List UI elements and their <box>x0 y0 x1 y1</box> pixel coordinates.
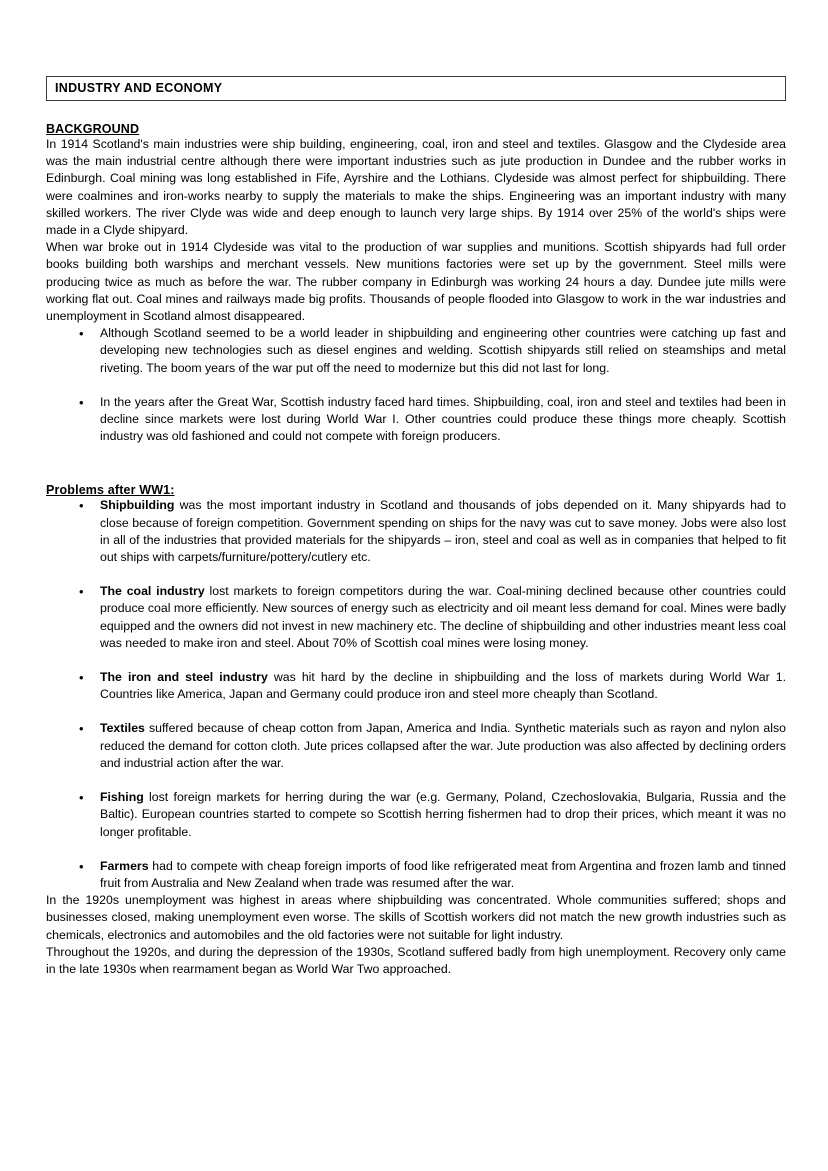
list-item-text: suffered because of cheap cotton from Japan, America and India. Synthetic materials such as rayon and nylon also reduced the demand for cotton cloth. Jute prices collapsed after the war. Jute production was also affected by declining orders and industrial action after the war. <box>100 721 786 770</box>
background-bullet-list <box>46 325 786 445</box>
list-item-lead: Farmers <box>100 858 149 873</box>
list-item <box>46 858 786 892</box>
section-heading-background: BACKGROUND <box>46 122 140 136</box>
list-item: • In the years after the Great War, Scottish industry faced hard times. Shipbuilding, coal, iron and steel and textiles had been in decline since markets were lost during World War I. Other countries could produce these things more cheaply. Scottish industry was old fashioned and could not compete with foreign producers. <box>46 394 786 446</box>
list-item <box>46 789 786 841</box>
list-item <box>46 497 786 566</box>
page-title: INDUSTRY AND ECONOMY <box>55 81 223 96</box>
problems-bullet-list <box>46 497 786 892</box>
list-item-text: was the most important industry in Scotland and thousands of jobs depended on it. Many shipyards had to close because of foreign competition. Government spending on ships for the navy was cut to save money. Jobs were also lost in all of the industries that provided materials for the shipyards – iron, steel and coal as well as in companies that helped to fit out ships with carpets/furniture/pottery/cutlery etc. <box>100 498 786 565</box>
list-item-text: lost markets to foreign competitors during the war. Coal-mining declined because other countries could produce coal more efficiently. New sources of energy such as electricity and oil meant less demand for coal. Mines were badly equipped and the owners did not invest in new machinery etc. The decline of shipbuilding and other industries meant less coal was needed to make iron and steel. About 70% of Scottish coal mines were losing money. <box>100 584 786 650</box>
list-item-lead: Shipbuilding <box>100 498 175 513</box>
list-item-lead: The coal industry <box>100 584 205 599</box>
list-item <box>46 583 786 652</box>
list-item-lead: The iron and steel industry <box>100 670 268 685</box>
list-item-lead: Textiles <box>100 721 145 736</box>
background-paragraph-2: When war broke out in 1914 Clydeside was vital to the production of war supplies and munitions. Scottish shipyards had full order books building both warships and merchant vessels. New munitions factories were set up by the government. Steel mills were producing twice as much as before the war. The rubber company in Edinburgh was working 24 hours a day. Dundee jute mills were working flat out. Coal mines and railways made big profits. Thousands of people flooded into Glasgow to work in the war industries and unemployment in Scotland almost disappeared. <box>46 240 786 324</box>
background-paragraph-1: In 1914 Scotland's main industries were ship building, engineering, coal, iron and steel and textiles. Glasgow and the Clydeside area was the main industrial centre although there were important industries such as jute production in Dundee and the rubber works in Edinburgh. Coal mining was long established in Fife, Ayrshire and the Lothians. Clydeside was almost perfect for shipbuilding. There were coalmines and iron-works nearby to supply the materials to make the ships. Engineering was an important industry with many skilled workers. The river Clyde was wide and deep enough to launch very large ships. By 1914 over 25% of the world's ships were made in a Clyde shipyard. <box>46 137 786 238</box>
document-content <box>46 0 786 978</box>
list-item-text: lost foreign markets for herring during the war (e.g. Germany, Poland, Czechoslovakia, Bulgaria, Russia and the Baltic). European countries started to compete so Scottish herring fishermen had to drop their prices, which meant it was no longer profitable. <box>100 790 786 839</box>
list-item: • Although Scotland seemed to be a world leader in shipbuilding and engineering other countries were catching up fast and developing new technologies such as diesel engines and welding. Scottish shipyards still relied on steamships and metal riveting. The boom years of the war put off the need to modernize but this did not last for long. <box>46 325 786 377</box>
closing-paragraph-1: In the 1920s unemployment was highest in areas where shipbuilding was concentrated. Whole communities suffered; shops and businesses closed, making unemployment even worse. The skills of Scottish workers did not match the new growth industries such as chemicals, electronics and automobiles and the old factories were not suitable for light industry. <box>46 893 786 942</box>
section-heading-problems: Problems after WW1: <box>46 483 175 498</box>
list-item <box>46 720 786 772</box>
closing-paragraph-2: Throughout the 1920s, and during the depression of the 1930s, Scotland suffered badly from high unemployment. Recovery only came in the late 1930s when rearmament began as World War Two approached. <box>46 944 786 976</box>
document-title-box <box>46 76 786 101</box>
list-item-text: was hit hard by the decline in shipbuilding and the loss of markets during World War 1. Countries like America, Japan and Germany could produce iron and steel more cheaply than Scotland. <box>100 670 786 702</box>
list-item <box>46 669 786 703</box>
list-item-text: had to compete with cheap foreign imports of food like refrigerated meat from Argentina and frozen lamb and tinned fruit from Australia and New Zealand when trade was resumed after the war. <box>100 858 786 890</box>
list-item-lead: Fishing <box>100 790 144 805</box>
